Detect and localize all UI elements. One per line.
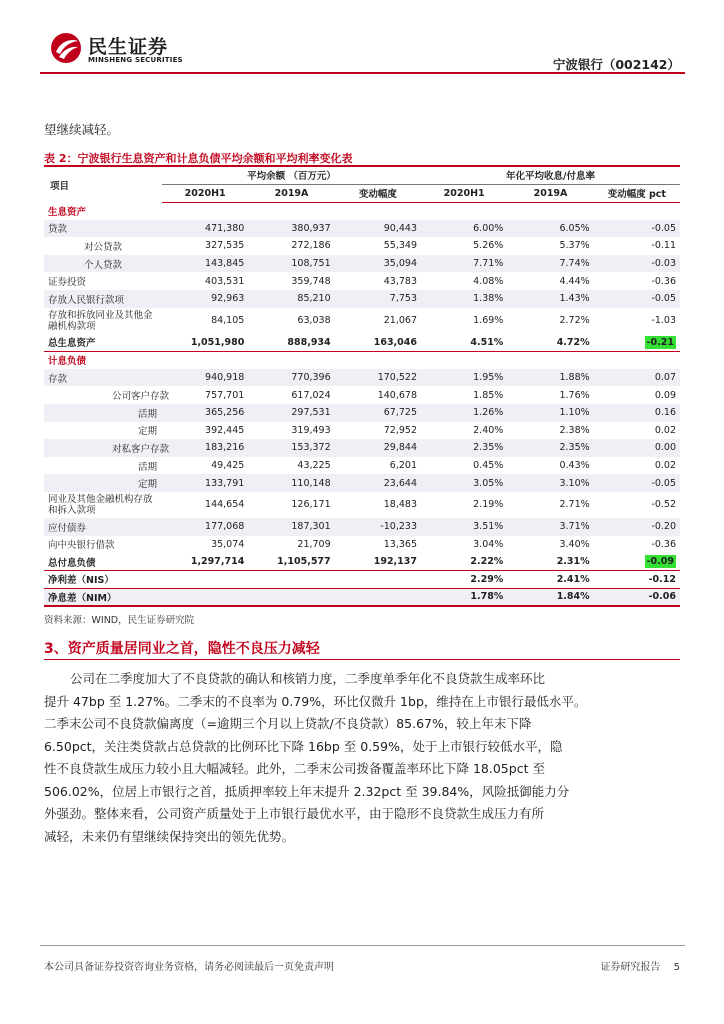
cell-value: -0.05 [594, 220, 680, 238]
row-label: 向中央银行借款 [48, 540, 115, 552]
minsheng-logo-icon [50, 32, 82, 64]
header-divider [40, 72, 685, 74]
row-label: 证券投资 [48, 277, 87, 289]
minsheng-logo [50, 30, 190, 68]
cell-value: 4.08% [473, 275, 504, 287]
cell-value: 2.35% [421, 439, 507, 457]
highlighted-value: -0.09 [646, 556, 674, 568]
page-number: 5 [673, 962, 680, 973]
cell-value: 319,493 [291, 424, 331, 436]
paragraph-line: 提升 47bp 至 1.27%。二季末的不良率为 0.79%，环比仅微升 1bp，维持在上市银行最低水平。 [44, 693, 587, 709]
table-row [44, 272, 680, 290]
table-source: 资料来源：WIND，民生证券研究院 [44, 615, 195, 626]
cell-value: 3.04% [473, 538, 504, 550]
cell-value: -0.36 [651, 275, 676, 287]
cell-value: 18,483 [383, 499, 417, 511]
paragraph-line: 性不良贷款生成压力较小且大幅减轻。此外，二季末公司拨备覆盖率环比下降 18.05pct 至 [44, 761, 545, 776]
row-label: 存放人民银行款项 [44, 290, 162, 308]
row-label: 贷款 [44, 220, 162, 238]
paragraph-line: 506.02%，位居上市银行之首，抵质押率较上年末提升 2.32pct 至 39.84%，风险抵御能力分 [44, 783, 570, 799]
cell-value: 7.71% [421, 255, 507, 273]
table-row [44, 237, 680, 255]
cell-value: 770,396 [248, 369, 334, 387]
cell-value: 327,535 [205, 240, 245, 252]
paragraph-line: 6.50pct，关注类贷款占总贷款的比例环比下降 16bp 至 0.59%，处于上市银行较低水平，隐 [44, 738, 563, 754]
footer-info [590, 958, 680, 973]
table-title: 表 2：宁波银行生息资产和计息负债平均余额和平均利率变化表 [44, 152, 353, 165]
paragraph-line: 二季末公司不良贷款偏离度（=逾期三个月以上贷款/不良贷款）85.67%，较上年末下降 [44, 716, 532, 731]
cell-value: 72,952 [383, 424, 417, 436]
cell-value: 2.40% [473, 424, 504, 436]
cell-value: 3.51% [421, 518, 507, 536]
cell-value: 1.26% [421, 404, 507, 422]
cell-value: 35,074 [211, 538, 245, 550]
table-row-total-assets: 总生息资产 1,051,980 888,934 163,046 4.51% 4.72% -0.21 [44, 334, 680, 352]
row-label: 公司客户存款 [112, 391, 170, 403]
cell-value: 1.43% [507, 290, 593, 308]
cell-value: -1.03 [651, 315, 676, 327]
row-label: 应付债券 [44, 518, 162, 536]
sub-header: 2020H1 [162, 184, 248, 202]
table-row [44, 386, 680, 404]
cell-value: 940,918 [162, 369, 248, 387]
cell-value: 108,751 [248, 255, 334, 273]
sub-header: 2019A [248, 184, 334, 202]
table-row [44, 308, 680, 334]
cell-value: 92,963 [162, 290, 248, 308]
cell-value: 1.69% [473, 315, 504, 327]
row-label: 活期 [138, 461, 158, 473]
row-label: 存放和拆放同业及其他金融机构款项 [48, 309, 153, 332]
cell-value: 63,038 [297, 315, 331, 327]
cell-value: 380,937 [248, 220, 334, 238]
cell-value: 617,024 [291, 389, 331, 401]
paragraph-line: 公司在二季度加大了不良贷款的确认和核销力度，二季度单季年化不良贷款生成率环比 [70, 671, 546, 686]
cell-value: 272,186 [291, 240, 331, 252]
cell-value: 365,256 [162, 404, 248, 422]
sub-header: 2020H1 [421, 184, 507, 202]
cell-value: 5.26% [473, 240, 504, 252]
logo-text-en: MINSHENG SECURITIES [88, 56, 183, 64]
cell-value: 67,725 [335, 404, 421, 422]
section-divider [44, 659, 680, 660]
cell-value: -0.05 [594, 474, 680, 492]
cell-value: 2.38% [559, 424, 590, 436]
rate-table [44, 165, 680, 607]
cell-value: 392,445 [205, 424, 245, 436]
cell-value: 153,372 [248, 439, 334, 457]
table-row [44, 255, 680, 273]
cell-value: -0.52 [651, 499, 676, 511]
cell-value: 297,531 [248, 404, 334, 422]
group-header-rate: 年化平均收息/付息率 [421, 166, 680, 184]
section-heading: 3、资产质量居同业之首，隐性不良压力减轻 [44, 641, 320, 657]
paragraph-line: 外强劲。整体来看，公司资产质量处于上市银行最优水平，由于隐形不良贷款生成压力有所 [44, 806, 545, 821]
footer-divider [40, 945, 685, 946]
cell-value: 3.71% [507, 518, 593, 536]
cell-value: 0.07 [594, 369, 680, 387]
table-row [44, 518, 680, 536]
table-row-nim: 净息差（NIM） 1.78% 1.84% -0.06 [44, 588, 680, 606]
cell-value: 471,380 [162, 220, 248, 238]
cell-value: 6,201 [389, 460, 417, 472]
cell-value: 177,068 [162, 518, 248, 536]
table-row-nis: 净利差（NIS） 2.29% 2.41% -0.12 [44, 571, 680, 589]
report-type: 证券研究报告 [600, 962, 661, 973]
cell-value: 21,067 [383, 315, 417, 327]
cell-value: 7.74% [507, 255, 593, 273]
cell-value: -0.03 [594, 255, 680, 273]
section-label-assets: 生息资产 [48, 207, 87, 219]
cell-value: 5.37% [559, 240, 590, 252]
cell-value: 13,365 [383, 538, 417, 550]
cell-value: 85,210 [248, 290, 334, 308]
row-label: 定期 [44, 474, 162, 492]
highlighted-value: -0.21 [646, 336, 674, 348]
cell-value: 0.09 [654, 389, 676, 401]
cell-value: 133,791 [162, 474, 248, 492]
cell-value: 170,522 [335, 369, 421, 387]
cell-value: 757,701 [205, 389, 245, 401]
row-label: 对私客户存款 [44, 439, 162, 457]
cell-value: 6.00% [421, 220, 507, 238]
logo-text-cn: 民生证券 [88, 36, 169, 58]
table-row [44, 422, 680, 440]
cell-value: 2.72% [559, 315, 590, 327]
cell-value: -10,233 [335, 518, 421, 536]
cell-value: 403,531 [205, 275, 245, 287]
cell-value: 4.44% [559, 275, 590, 287]
cell-value: 2.19% [473, 499, 504, 511]
row-label: 对公贷款 [84, 241, 123, 253]
section-label-liabilities: 计息负债 [48, 356, 87, 368]
table-row [44, 369, 680, 387]
cell-value: 49,425 [211, 460, 245, 472]
cell-value: 35,094 [335, 255, 421, 273]
footer-disclaimer: 本公司具备证券投资咨询业务资格，请务必阅读最后一页免责声明 [44, 962, 334, 973]
cell-value: 55,349 [383, 240, 417, 252]
table-row [44, 290, 680, 308]
cell-value: 2.71% [559, 499, 590, 511]
col-item-header: 项目 [44, 166, 162, 202]
cell-value: 0.02 [654, 460, 676, 472]
cell-value: 3.05% [421, 474, 507, 492]
table-row [44, 474, 680, 492]
cell-value: 29,844 [335, 439, 421, 457]
row-label: 活期 [44, 404, 162, 422]
cell-value: -0.36 [651, 538, 676, 550]
cell-value: 1.85% [473, 389, 504, 401]
cell-value: -0.11 [651, 240, 676, 252]
section-paragraph [44, 668, 680, 848]
cell-value: 1.38% [421, 290, 507, 308]
cell-value: 90,443 [335, 220, 421, 238]
cell-value: 0.00 [594, 439, 680, 457]
cell-value: 0.43% [559, 460, 590, 472]
cell-value: 84,105 [211, 315, 245, 327]
cell-value: 144,654 [205, 499, 245, 511]
cell-value: 0.02 [654, 424, 676, 436]
table-row [44, 220, 680, 238]
cell-value: 1.88% [507, 369, 593, 387]
cell-value: 3.10% [507, 474, 593, 492]
cell-value: -0.05 [594, 290, 680, 308]
cell-value: 1.76% [559, 389, 590, 401]
cell-value: 21,709 [297, 538, 331, 550]
cell-value: 7,753 [335, 290, 421, 308]
cell-value: 43,783 [383, 275, 417, 287]
row-label: 定期 [138, 426, 158, 438]
row-label: 存款 [44, 369, 162, 387]
table-row [44, 404, 680, 422]
sub-header: 变动幅度 [335, 184, 421, 202]
row-label: 个人贷款 [44, 255, 162, 273]
row-label: 同业及其他金融机构存放和拆入款项 [48, 493, 153, 516]
sub-header: 2019A [507, 184, 593, 202]
intro-text: 望继续减轻。 [44, 122, 120, 137]
cell-value: 110,148 [248, 474, 334, 492]
cell-value: 359,748 [291, 275, 331, 287]
cell-value: 6.05% [507, 220, 593, 238]
cell-value: 1.10% [507, 404, 593, 422]
cell-value: 143,845 [162, 255, 248, 273]
cell-value: 2.35% [507, 439, 593, 457]
table-row [44, 457, 680, 475]
table-row [44, 536, 680, 554]
cell-value: 0.16 [594, 404, 680, 422]
cell-value: 1.95% [421, 369, 507, 387]
table-row [44, 439, 680, 457]
cell-value: 126,171 [291, 499, 331, 511]
cell-value: 23,644 [335, 474, 421, 492]
cell-value: 0.45% [473, 460, 504, 472]
cell-value: 183,216 [162, 439, 248, 457]
group-header-balance: 平均余额 （百万元） [162, 166, 421, 184]
table-row-total-liabilities: 总付息负债 1,297,714 1,105,577 192,137 2.22% 2.31% -0.09 [44, 553, 680, 571]
cell-value: 43,225 [297, 460, 331, 472]
table-row [44, 492, 680, 518]
cell-value: 140,678 [377, 389, 417, 401]
cell-value: -0.20 [594, 518, 680, 536]
cell-value: 3.40% [559, 538, 590, 550]
sub-header: 变动幅度 pct [594, 184, 680, 202]
cell-value: 187,301 [248, 518, 334, 536]
company-name: 宁波银行（002142） [552, 57, 680, 72]
paragraph-line: 减轻，未来仍有望继续保持突出的领先优势。 [44, 828, 295, 844]
